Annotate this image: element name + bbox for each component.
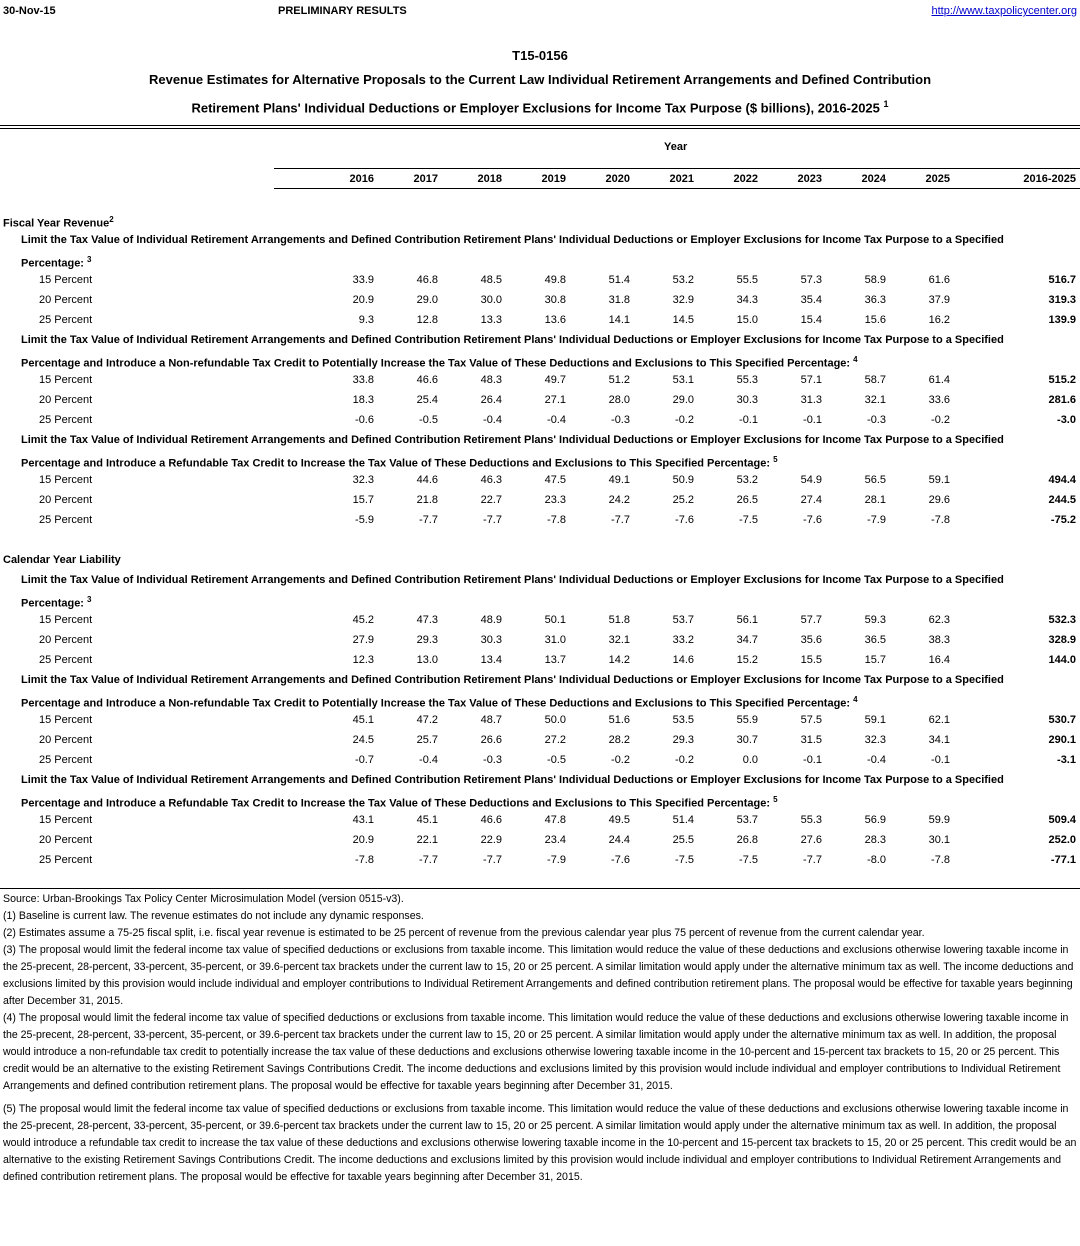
cell-value: 49.8 <box>544 274 566 286</box>
cell-value: 47.3 <box>416 614 438 626</box>
row-label: 15 Percent <box>39 714 93 726</box>
proposal-title-cont: Percentage and Introduce a Refundable Tax Credit to Increase the Tax Value of These Deductions and Exclusions to This Specified Percentage: $^5$ <box>21 795 778 810</box>
cell-value: 46.8 <box>416 274 438 286</box>
cell-value: 32.3 <box>352 474 374 486</box>
cell-value: -0.4 <box>867 754 886 766</box>
cell-value: 59.9 <box>928 814 950 826</box>
cell-value: 32.3 <box>864 734 886 746</box>
source-note: Source: Urban-Brookings Tax Policy Center Microsimulation Model (version 0515-v3). <box>3 893 404 905</box>
cell-value: 14.1 <box>608 314 630 326</box>
taxpolicycenter-link[interactable]: http://www.taxpolicycenter.org <box>931 5 1077 17</box>
cell-value: 28.2 <box>608 734 630 746</box>
row-label: 20 Percent <box>39 734 93 746</box>
cell-value: 22.7 <box>480 494 502 506</box>
cell-value: 30.3 <box>480 634 502 646</box>
column-header: 2016 <box>349 173 374 185</box>
cell-value: -7.8 <box>355 854 374 866</box>
cell-value: 25.2 <box>672 494 694 506</box>
cell-value: 59.3 <box>864 614 886 626</box>
cell-value: 15.5 <box>800 654 822 666</box>
cell-value: 48.9 <box>480 614 502 626</box>
cell-value: 50.9 <box>672 474 694 486</box>
cell-value: 34.1 <box>928 734 950 746</box>
cell-value: 29.0 <box>416 294 438 306</box>
cell-value: 30.1 <box>928 834 950 846</box>
cell-value: 53.7 <box>672 614 694 626</box>
table-row <box>0 610 1080 630</box>
cell-value: -0.7 <box>355 754 374 766</box>
cell-value: 49.7 <box>544 374 566 386</box>
cell-value: 56.5 <box>864 474 886 486</box>
cell-value: 18.3 <box>352 394 374 406</box>
proposal-title: Limit the Tax Value of Individual Retirement Arrangements and Defined Contribution Retirement Plans' Individual Deductions or Employer Exclusions for Income Tax Purpose to a Specified <box>21 574 1004 586</box>
cell-value: -0.2 <box>675 754 694 766</box>
cell-value: 57.5 <box>800 714 822 726</box>
table-row <box>0 390 1080 410</box>
cell-value: 12.8 <box>416 314 438 326</box>
proposal-title-cont: Percentage: $^3$ <box>21 595 92 610</box>
cell-value: 53.2 <box>736 474 758 486</box>
cell-value: 56.9 <box>864 814 886 826</box>
cell-value: 48.5 <box>480 274 502 286</box>
cell-value: 33.9 <box>352 274 374 286</box>
cell-value: 59.1 <box>928 474 950 486</box>
cell-value: 29.0 <box>672 394 694 406</box>
cell-value: 14.6 <box>672 654 694 666</box>
cell-value: 14.5 <box>672 314 694 326</box>
cell-total: -77.1 <box>1050 854 1076 866</box>
cell-value: 21.8 <box>416 494 438 506</box>
cell-value: 58.9 <box>864 274 886 286</box>
cell-value: 30.3 <box>736 394 758 406</box>
footnotes <box>3 891 1079 1186</box>
header-rule <box>274 188 1080 189</box>
cell-value: 31.3 <box>800 394 822 406</box>
cell-total: 328.9 <box>1048 634 1076 646</box>
proposal-title-cont: Percentage and Introduce a Non-refundable Tax Credit to Potentially Increase the Tax Value of These Deductions and Exclusions to This Specified Percentage: $^4$ <box>21 355 858 370</box>
cell-value: 27.6 <box>800 834 822 846</box>
cell-value: -0.3 <box>611 414 630 426</box>
cell-value: 22.9 <box>480 834 502 846</box>
footnote-ref: 5 <box>773 455 778 464</box>
cell-value: -7.8 <box>931 854 950 866</box>
row-label: 15 Percent <box>39 614 93 626</box>
cell-value: -0.6 <box>355 414 374 426</box>
cell-value: 32.1 <box>864 394 886 406</box>
cell-value: 15.2 <box>736 654 758 666</box>
cell-value: 13.0 <box>416 654 438 666</box>
cell-value: 28.0 <box>608 394 630 406</box>
cell-value: -0.5 <box>547 754 566 766</box>
table-row <box>0 270 1080 290</box>
cell-value: 13.3 <box>480 314 502 326</box>
cell-value: 35.6 <box>800 634 822 646</box>
cell-total: 290.1 <box>1048 734 1076 746</box>
table-row <box>0 310 1080 330</box>
cell-value: 34.7 <box>736 634 758 646</box>
footnote-ref: 3 <box>87 595 92 604</box>
cell-value: 37.9 <box>928 294 950 306</box>
title-line-2: Retirement Plans' Individual Deductions or Employer Exclusions for Income Tax Purpose ($ billions), 2016-2025 $^1$ <box>191 99 889 116</box>
cell-total: 532.3 <box>1048 614 1076 626</box>
cell-value: 28.1 <box>864 494 886 506</box>
cell-value: 25.7 <box>416 734 438 746</box>
cell-value: -0.1 <box>739 414 758 426</box>
cell-value: 55.3 <box>800 814 822 826</box>
column-header: 2020 <box>605 173 630 185</box>
cell-value: 61.4 <box>928 374 950 386</box>
cell-value: -7.6 <box>675 514 694 526</box>
cell-value: 51.8 <box>608 614 630 626</box>
row-label: 15 Percent <box>39 274 93 286</box>
row-label: 20 Percent <box>39 834 93 846</box>
header-rule <box>274 168 1080 169</box>
cell-value: 34.3 <box>736 294 758 306</box>
cell-value: -7.7 <box>483 514 502 526</box>
cell-value: 32.1 <box>608 634 630 646</box>
cell-value: 15.4 <box>800 314 822 326</box>
cell-value: 30.8 <box>544 294 566 306</box>
table-id: T15-0156 <box>512 48 568 63</box>
cell-value: 53.7 <box>736 814 758 826</box>
cell-value: 49.1 <box>608 474 630 486</box>
cell-value: 26.4 <box>480 394 502 406</box>
cell-value: 25.5 <box>672 834 694 846</box>
row-label: 15 Percent <box>39 474 93 486</box>
cell-value: 13.7 <box>544 654 566 666</box>
cell-value: -7.6 <box>611 854 630 866</box>
column-header: 2016-2025 <box>1023 173 1076 185</box>
cell-value: 49.5 <box>608 814 630 826</box>
cell-value: 53.1 <box>672 374 694 386</box>
cell-value: 57.3 <box>800 274 822 286</box>
cell-value: 29.3 <box>416 634 438 646</box>
cell-total: 144.0 <box>1048 654 1076 666</box>
row-label: 20 Percent <box>39 494 93 506</box>
cell-value: 57.7 <box>800 614 822 626</box>
footnote-ref: 4 <box>853 355 858 364</box>
footnote-ref: 2 <box>109 215 114 224</box>
cell-total: 281.6 <box>1048 394 1076 406</box>
footnote-ref: 3 <box>87 255 92 264</box>
cell-value: 56.1 <box>736 614 758 626</box>
proposal-title-cont: Percentage and Introduce a Non-refundable Tax Credit to Potentially Increase the Tax Value of These Deductions and Exclusions to This Specified Percentage: $^4$ <box>21 695 858 710</box>
table-row <box>0 290 1080 310</box>
cell-value: -7.6 <box>803 514 822 526</box>
footnote-3: (3) The proposal would limit the federal income tax value of specified deductions or exclusions from taxable income. This limitation would reduce the value of these deductions and exclusions otherwise lowering taxable income in the 25-precent, 28-percent, 33-percent, 35-percent, or 39.6-percent tax brackets under the current law to 15, 20 or 25 percent. A similar limitation would apply under the alternative minimum tax as well. The income deductions and exclusions limited by this provision would include individual and employer contributions to Individual Retirement Arrangements and defined contribution retirement plans. The proposal would be effective for taxable years beginning after December 31, 2015. <box>3 944 1074 1007</box>
cell-value: 15.6 <box>864 314 886 326</box>
proposal-title: Limit the Tax Value of Individual Retirement Arrangements and Defined Contribution Retirement Plans' Individual Deductions or Employer Exclusions for Income Tax Purpose to a Specified <box>21 774 1004 786</box>
cell-value: 54.9 <box>800 474 822 486</box>
cell-value: -7.7 <box>803 854 822 866</box>
cell-value: 30.0 <box>480 294 502 306</box>
proposal-title: Limit the Tax Value of Individual Retirement Arrangements and Defined Contribution Retirement Plans' Individual Deductions or Employer Exclusions for Income Tax Purpose to a Specified <box>21 234 1004 246</box>
cell-value: -7.9 <box>867 514 886 526</box>
cell-value: 35.4 <box>800 294 822 306</box>
cell-value: 28.3 <box>864 834 886 846</box>
cell-value: -7.5 <box>739 514 758 526</box>
cell-value: -0.4 <box>483 414 502 426</box>
cell-value: 62.3 <box>928 614 950 626</box>
cell-value: -0.2 <box>611 754 630 766</box>
cell-value: -5.9 <box>355 514 374 526</box>
cell-value: 22.1 <box>416 834 438 846</box>
cell-value: 33.8 <box>352 374 374 386</box>
cell-value: 50.0 <box>544 714 566 726</box>
cell-value: -0.3 <box>483 754 502 766</box>
cell-total: 252.0 <box>1048 834 1076 846</box>
cell-value: 31.8 <box>608 294 630 306</box>
cell-value: 15.0 <box>736 314 758 326</box>
cell-value: -7.7 <box>419 854 438 866</box>
cell-value: -0.4 <box>419 754 438 766</box>
table-row <box>0 370 1080 390</box>
preliminary-label: PRELIMINARY RESULTS <box>278 5 407 17</box>
cell-value: 29.3 <box>672 734 694 746</box>
cell-value: 23.3 <box>544 494 566 506</box>
cell-value: 15.7 <box>864 654 886 666</box>
cell-value: 58.7 <box>864 374 886 386</box>
year-group-header: Year <box>664 141 688 153</box>
proposal-title-cont: Percentage and Introduce a Refundable Tax Credit to Increase the Tax Value of These Deductions and Exclusions to This Specified Percentage: $^5$ <box>21 455 778 470</box>
footnote-1: (1) Baseline is current law. The revenue estimates do not include any dynamic responses. <box>3 910 424 922</box>
proposal-title: Limit the Tax Value of Individual Retirement Arrangements and Defined Contribution Retirement Plans' Individual Deductions or Employer Exclusions for Income Tax Purpose to a Specified <box>21 434 1004 446</box>
cell-total: 319.3 <box>1048 294 1076 306</box>
cell-value: 32.9 <box>672 294 694 306</box>
cell-value: 45.1 <box>416 814 438 826</box>
cell-total: 515.2 <box>1048 374 1076 386</box>
cell-value: 36.5 <box>864 634 886 646</box>
table-row <box>0 830 1080 850</box>
cell-value: 20.9 <box>352 834 374 846</box>
footnote-ref: 5 <box>773 795 778 804</box>
cell-value: 47.8 <box>544 814 566 826</box>
cell-value: 9.3 <box>358 314 374 326</box>
cell-value: -7.5 <box>739 854 758 866</box>
row-label: 25 Percent <box>39 654 93 666</box>
cell-value: 46.3 <box>480 474 502 486</box>
cell-value: 14.2 <box>608 654 630 666</box>
cell-value: 30.7 <box>736 734 758 746</box>
cell-total: 530.7 <box>1048 714 1076 726</box>
row-label: 25 Percent <box>39 854 93 866</box>
cell-value: 38.3 <box>928 634 950 646</box>
footnote-4: (4) The proposal would limit the federal income tax value of specified deductions or exclusions from taxable income. This limitation would reduce the value of these deductions and exclusions otherwise lowering taxable income in the 25-precent, 28-percent, 33-percent, 35-percent, or 39.6-percent tax brackets under the current law to 15, 20 or 25 percent. A similar limitation would apply under the alternative minimum tax as well. In addition, the proposal would introduce a non-refundable tax credit to potentially increase the tax value of these deductions and exclusions otherwise lowering taxable income in the 10-percent and 15-percent tax brackets to 15, 20 or 25 percent. This credit would be an alternative to the existing Retirement Savings Contributions Credit. The income deductions and exclusions limited by this provision would include individual and employer contributions to Individual Retirement Arrangements and defined contribution retirement plans. The proposal would be effective for taxable years beginning after December 31, 2015. <box>3 1012 1069 1092</box>
proposal-title-cont: Percentage: $^3$ <box>21 255 92 270</box>
cell-value: 31.0 <box>544 634 566 646</box>
row-label: 25 Percent <box>39 514 93 526</box>
cell-value: 51.2 <box>608 374 630 386</box>
cell-value: -0.1 <box>803 754 822 766</box>
row-label: 20 Percent <box>39 634 93 646</box>
cell-value: 16.4 <box>928 654 950 666</box>
table-row <box>0 410 1080 430</box>
cell-value: 50.1 <box>544 614 566 626</box>
cell-value: 27.4 <box>800 494 822 506</box>
cell-value: -0.5 <box>419 414 438 426</box>
column-header: 2023 <box>797 173 822 185</box>
cell-value: 62.1 <box>928 714 950 726</box>
cell-value: 48.7 <box>480 714 502 726</box>
table-row <box>0 730 1080 750</box>
cell-value: -7.5 <box>675 854 694 866</box>
cell-value: 47.2 <box>416 714 438 726</box>
cell-value: -7.7 <box>483 854 502 866</box>
table-row <box>0 850 1080 870</box>
section-title: Calendar Year Liability <box>3 554 121 566</box>
row-label: 20 Percent <box>39 294 93 306</box>
table-row <box>0 750 1080 770</box>
cell-total: 244.5 <box>1048 494 1076 506</box>
cell-value: 23.4 <box>544 834 566 846</box>
cell-value: 13.4 <box>480 654 502 666</box>
cell-value: 24.2 <box>608 494 630 506</box>
cell-value: -0.2 <box>931 414 950 426</box>
column-header: 2024 <box>861 173 886 185</box>
cell-value: 61.6 <box>928 274 950 286</box>
column-header: 2017 <box>413 173 438 185</box>
cell-value: 46.6 <box>480 814 502 826</box>
cell-total: -75.2 <box>1050 514 1076 526</box>
cell-value: 43.1 <box>352 814 374 826</box>
cell-value: -0.1 <box>931 754 950 766</box>
cell-value: -0.2 <box>675 414 694 426</box>
column-header: 2025 <box>925 173 950 185</box>
proposal-title: Limit the Tax Value of Individual Retirement Arrangements and Defined Contribution Retirement Plans' Individual Deductions or Employer Exclusions for Income Tax Purpose to a Specified <box>21 674 1004 686</box>
title-line-1: Revenue Estimates for Alternative Proposals to the Current Law Individual Retirement Arrangements and Defined Contribution <box>148 72 932 87</box>
table-row <box>0 710 1080 730</box>
cell-value: 24.5 <box>352 734 374 746</box>
cell-value: 26.6 <box>480 734 502 746</box>
cell-value: 27.1 <box>544 394 566 406</box>
table-title <box>0 44 1080 116</box>
column-header: 2019 <box>541 173 566 185</box>
table-row <box>0 810 1080 830</box>
page-header <box>0 5 1080 19</box>
cell-value: 55.5 <box>736 274 758 286</box>
cell-total: 516.7 <box>1048 274 1076 286</box>
row-label: 15 Percent <box>39 814 93 826</box>
cell-value: 47.5 <box>544 474 566 486</box>
cell-value: 45.1 <box>352 714 374 726</box>
cell-value: 53.2 <box>672 274 694 286</box>
row-label: 25 Percent <box>39 754 93 766</box>
table-row <box>0 470 1080 490</box>
cell-value: 53.5 <box>672 714 694 726</box>
footer-rule <box>0 888 1080 889</box>
cell-value: -0.1 <box>803 414 822 426</box>
row-label: 15 Percent <box>39 374 93 386</box>
cell-value: -7.7 <box>419 514 438 526</box>
cell-value: -0.3 <box>867 414 886 426</box>
cell-value: 36.3 <box>864 294 886 306</box>
cell-value: 29.6 <box>928 494 950 506</box>
cell-total: 139.9 <box>1048 314 1076 326</box>
cell-value: 55.9 <box>736 714 758 726</box>
cell-value: -8.0 <box>867 854 886 866</box>
report-date: 30-Nov-15 <box>3 5 56 17</box>
row-label: 25 Percent <box>39 414 93 426</box>
cell-value: 12.3 <box>352 654 374 666</box>
cell-total: -3.0 <box>1057 414 1076 426</box>
cell-value: 26.5 <box>736 494 758 506</box>
cell-value: 27.9 <box>352 634 374 646</box>
cell-value: -7.7 <box>611 514 630 526</box>
cell-value: 33.6 <box>928 394 950 406</box>
table-row <box>0 490 1080 510</box>
cell-value: 0.0 <box>742 754 758 766</box>
cell-value: 26.8 <box>736 834 758 846</box>
cell-total: 509.4 <box>1048 814 1076 826</box>
cell-value: 46.6 <box>416 374 438 386</box>
cell-value: 45.2 <box>352 614 374 626</box>
footnote-ref: 4 <box>853 695 858 704</box>
cell-value: 31.5 <box>800 734 822 746</box>
cell-value: 55.3 <box>736 374 758 386</box>
cell-value: 20.9 <box>352 294 374 306</box>
cell-value: 51.6 <box>608 714 630 726</box>
double-rule-divider <box>0 125 1080 129</box>
footnote-2: (2) Estimates assume a 75-25 fiscal split, i.e. fiscal year revenue is estimated to be 25 percent of revenue from the previous calendar year plus 75 percent of revenue from the current calendar year. <box>3 927 925 939</box>
cell-value: 15.7 <box>352 494 374 506</box>
cell-total: -3.1 <box>1057 754 1076 766</box>
cell-value: 57.1 <box>800 374 822 386</box>
cell-value: 51.4 <box>608 274 630 286</box>
cell-value: 27.2 <box>544 734 566 746</box>
cell-value: 59.1 <box>864 714 886 726</box>
cell-value: 48.3 <box>480 374 502 386</box>
column-header: 2021 <box>669 173 694 185</box>
cell-value: 51.4 <box>672 814 694 826</box>
cell-value: 33.2 <box>672 634 694 646</box>
row-label: 25 Percent <box>39 314 93 326</box>
footnote-ref: 1 <box>883 99 889 109</box>
row-label: 20 Percent <box>39 394 93 406</box>
cell-value: -7.8 <box>931 514 950 526</box>
table-row <box>0 650 1080 670</box>
column-header: 2022 <box>733 173 758 185</box>
cell-value: 44.6 <box>416 474 438 486</box>
cell-value: -0.4 <box>547 414 566 426</box>
cell-value: 24.4 <box>608 834 630 846</box>
footnote-5: (5) The proposal would limit the federal income tax value of specified deductions or exclusions from taxable income. This limitation would reduce the value of these deductions and exclusions otherwise lowering taxable income in the 25-precent, 28-percent, 33-percent, 35-percent, or 39.6-percent tax brackets under the current law to 15, 20 or 25 percent. A similar limitation would apply under the alternative minimum tax as well. In addition, the proposal would introduce a refundable tax credit to increase the tax value of these deductions and exclusions otherwise lowering taxable income in the 10-percent and 15-percent tax brackets to 15, 20 or 25 percent. This credit would be an alternative to the existing Retirement Savings Contributions Credit. The income deductions and exclusions limited by this provision would include individual and employer contributions to Individual Retirement Arrangements and defined contribution retirement plans. The proposal would be effective for taxable years beginning after December 31, 2015. <box>3 1103 1077 1183</box>
cell-value: 13.6 <box>544 314 566 326</box>
cell-value: -7.9 <box>547 854 566 866</box>
cell-value: 25.4 <box>416 394 438 406</box>
cell-total: 494.4 <box>1048 474 1076 486</box>
cell-value: 16.2 <box>928 314 950 326</box>
table-row <box>0 510 1080 530</box>
column-header: 2018 <box>477 173 502 185</box>
table-row <box>0 630 1080 650</box>
section-title: Fiscal Year Revenue$^2$ <box>3 215 114 230</box>
proposal-title: Limit the Tax Value of Individual Retirement Arrangements and Defined Contribution Retirement Plans' Individual Deductions or Employer Exclusions for Income Tax Purpose to a Specified <box>21 334 1004 346</box>
cell-value: -7.8 <box>547 514 566 526</box>
